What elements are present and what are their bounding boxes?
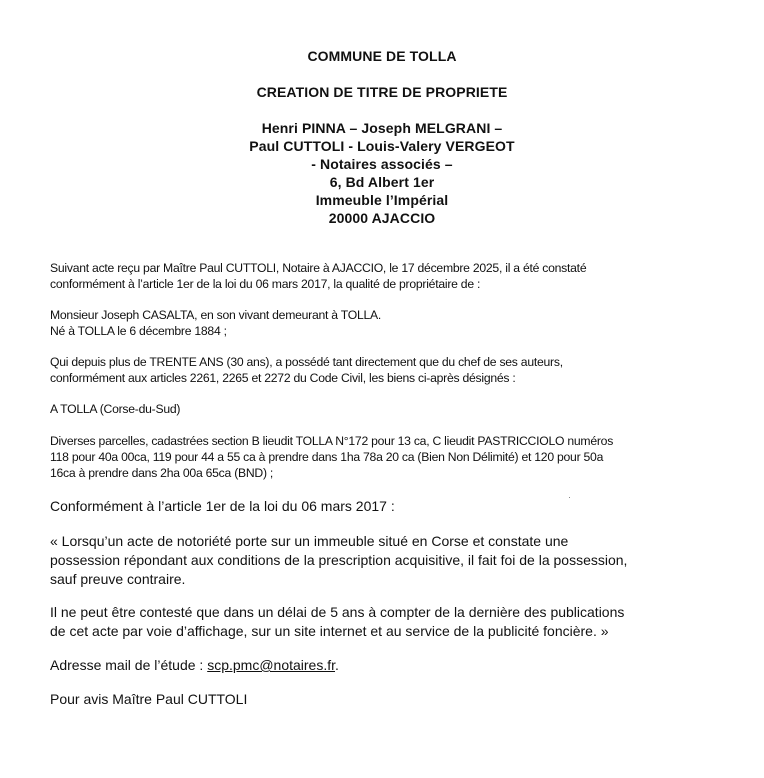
parcels-line-2: 118 pour 40a 00ca, 119 pour 44 a 55 ca à prendre dans 1ha 78a 20 ca (Bien Non Délimité) et 120 pour 50a: [50, 450, 604, 464]
notice-title: CREATION DE TITRE DE PROPRIETE: [256, 84, 508, 100]
paragraph-act-line-2: conformément à l’article 1er de la loi du 06 mars 2017, la qualité de propriétaire de :: [50, 277, 481, 291]
address-building: Immeuble l’Impérial: [315, 192, 449, 208]
notaries-line-2: Paul CUTTOLI - Louis-Valery VERGEOT: [249, 138, 515, 154]
owner-line-2: Né à TOLLA le 6 décembre 1884 ;: [50, 324, 227, 338]
address-city: 20000 AJACCIO: [328, 210, 436, 226]
paragraph-act-line-1: Suivant acte reçu par Maître Paul CUTTOLI, Notaire à AJACCIO, le 17 décembre 2025, il a été constaté: [50, 261, 587, 275]
quote-line-2: possession répondant aux conditions de la prescription acquisitive, il fait foi de la possession,: [50, 552, 628, 568]
email-suffix: .: [335, 657, 339, 673]
notaries-line-1: Henri PINNA – Joseph MELGRANI –: [261, 120, 503, 136]
possession-line-2: conformément aux articles 2261, 2265 et 2272 du Code Civil, les biens ci-après désignés :: [50, 371, 516, 385]
parcels-line-1: Diverses parcelles, cadastrées section B lieudit TOLLA N°172 pour 13 ca, C lieudit PASTRICCIOLO numéros: [50, 434, 614, 448]
contest-line-2: de cet acte par voie d’affichage, sur un site internet et au service de la publicité foncière. »: [50, 623, 609, 639]
address-street: 6, Bd Albert 1er: [329, 174, 435, 190]
parcels-line-3: 16ca à prendre dans 2ha 00a 65ca (BND) ;: [50, 466, 274, 480]
law-reference: Conformément à l’article 1er de la loi du 06 mars 2017 :: [50, 498, 395, 514]
location-line: A TOLLA (Corse-du-Sud): [50, 402, 181, 416]
notaries-role: - Notaires associés –: [311, 156, 453, 172]
owner-line-1: Monsieur Joseph CASALTA, en son vivant demeurant à TOLLA.: [50, 308, 382, 322]
contest-line-1: Il ne peut être contesté que dans un délai de 5 ans à compter de la dernière des publications: [50, 604, 625, 620]
email-link[interactable]: scp.pmc@notaires.fr: [207, 657, 336, 673]
email-label: Adresse mail de l’étude :: [50, 657, 208, 673]
signature-line: Pour avis Maître Paul CUTTOLI: [50, 691, 248, 707]
possession-line-1: Qui depuis plus de TRENTE ANS (30 ans), a possédé tant directement que du chef de ses auteurs,: [50, 355, 563, 369]
quote-line-1: « Lorsqu’un acte de notoriété porte sur un immeuble situé en Corse et constate une: [50, 533, 569, 549]
email-line: [50, 656, 730, 675]
quote-line-3: sauf preuve contraire.: [50, 571, 186, 587]
commune-heading: COMMUNE DE TOLLA: [307, 48, 457, 64]
